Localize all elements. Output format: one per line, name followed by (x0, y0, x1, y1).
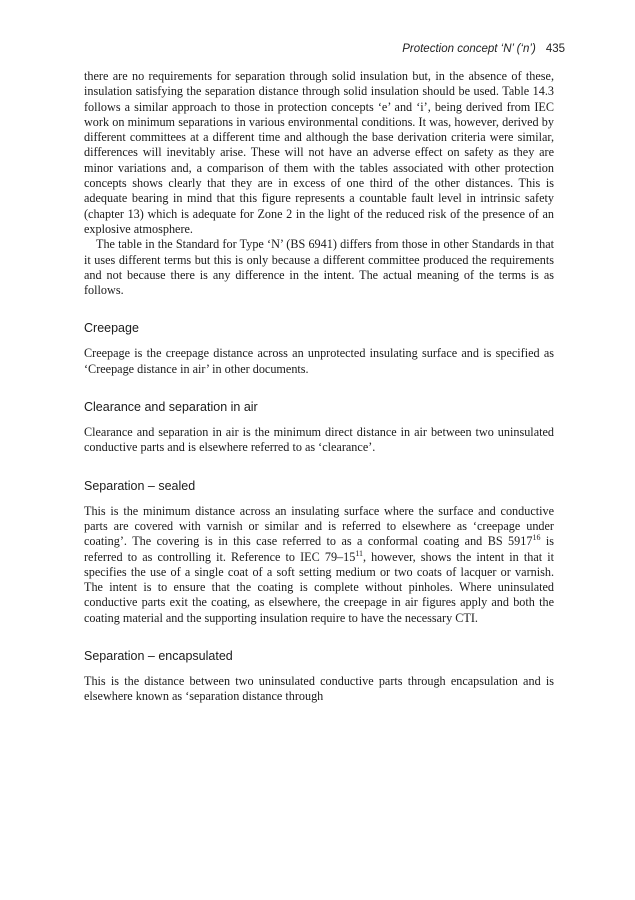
heading-separation-encapsulated: Separation – encapsulated (84, 649, 233, 664)
reference-11: 11 (355, 548, 364, 558)
running-header (402, 43, 565, 55)
sealed-text-a: This is the minimum distance across an insulating surface where the surface and conductive parts are covered with varnish or similar and is referred to elsewhere as ‘creepage under coating’. The covering is in this case referred to as a conformal coating and BS 5917 (84, 503, 554, 549)
paragraph-2: The table in the Standard for Type ‘N’ (BS 6941) differs from those in other Standards in that it uses different terms but this is only because a different committee produced the requirements and not because there is any difference in the intent. The actual meaning of the terms is as follows. (84, 237, 554, 298)
paragraph-1: there are no requirements for separation through solid insulation but, in the absence of these, insulation satisfying the separation distance through solid insulation should be used. Table 14.3 follows a similar approach to those in protection concepts ‘e’ and ‘i’, being derived from IEC work on minimum separations in various environmental conditions. It was, however, derived by different committees at a different time and although the base derivation criteria were similar, differences will inevitably arise. These will not have an adverse effect on safety as they are minor variations and, a comparison of them with the tables associated with other protection concepts shows clearly that they are in excess of one third of the other distances. This is adequate bearing in mind that this figure represents a countable fault level in intrinsic safety (chapter 13) which is adequate for Zone 2 in the light of the reduced risk of the presence of an explosive atmosphere. (84, 69, 554, 236)
reference-16: 16 (532, 533, 541, 543)
sealed-text-c: , however, shows the intent in that it specifies the use of a single coat of a soft setting medium or two coats of lacquer or varnish. The intent is to ensure that the coating is complete without pinholes. Where uninsulated conductive parts exit the coating, as elsewhere, the creepage in air figures apply and both the coating material and the supporting insulation require to have the necessary CTI. (84, 549, 554, 625)
paragraph-creepage: Creepage is the creepage distance across an unprotected insulating surface and is specified as ‘Creepage distance in air’ in other documents. (84, 346, 554, 376)
heading-separation-sealed: Separation – sealed (84, 478, 196, 493)
running-header-title: Protection concept ‘N’ (‘n’) (402, 43, 536, 55)
paragraph-separation-encapsulated: This is the distance between two uninsulated conductive parts through encapsulation and is elsewhere known as ‘separation distance through (84, 674, 554, 704)
page-number: 435 (545, 43, 565, 55)
paragraph-clearance: Clearance and separation in air is the minimum direct distance in air between two uninsulated conductive parts and is elsewhere referred to as ‘clearance’. (84, 425, 554, 455)
heading-clearance: Clearance and separation in air (84, 400, 258, 415)
paragraph-separation-sealed (84, 504, 554, 626)
sealed-text-b: is referred to as controlling it. Reference to IEC 79–15 (84, 534, 554, 564)
body-text (84, 69, 554, 705)
heading-creepage: Creepage (84, 321, 139, 336)
